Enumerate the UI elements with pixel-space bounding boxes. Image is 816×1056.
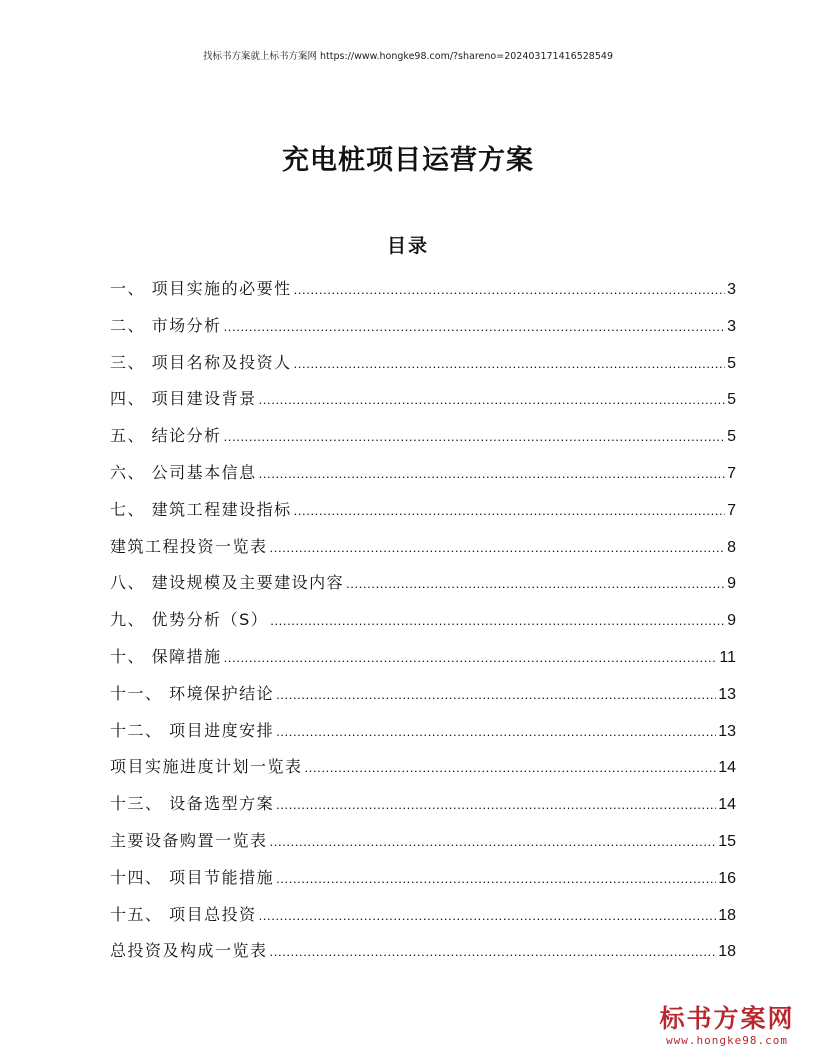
toc-entry-label: 主要设备购置一览表 — [110, 830, 268, 850]
brand-name: 标书方案网 — [659, 1004, 795, 1033]
toc-entry[interactable] — [110, 786, 736, 823]
toc-entry-label: 总投资及构成一览表 — [110, 941, 268, 961]
toc-entry-page: 14 — [718, 759, 736, 777]
toc-entry-label: 八、 建设规模及主要建设内容 — [110, 573, 345, 593]
toc-entry-label: 四、 项目建设背景 — [110, 389, 257, 409]
toc-entry[interactable] — [110, 713, 736, 750]
table-of-contents — [110, 271, 736, 970]
toc-entry[interactable] — [110, 271, 736, 308]
toc-entry[interactable] — [110, 933, 736, 970]
toc-entry-label: 三、 项目名称及投资人 — [110, 352, 292, 372]
document-title: 充电桩项目运营方案 — [282, 145, 534, 176]
toc-entry-page: 5 — [727, 428, 736, 446]
toc-entry-page: 13 — [718, 722, 736, 740]
toc-entry-page: 15 — [718, 832, 736, 850]
toc-entry[interactable] — [110, 565, 736, 602]
toc-entry-page: 7 — [727, 464, 736, 482]
toc-dot-leader — [305, 750, 717, 787]
toc-dot-leader — [276, 714, 716, 751]
toc-dot-leader — [270, 824, 717, 861]
toc-entry-page: 9 — [727, 575, 736, 593]
toc-entry[interactable] — [110, 676, 736, 713]
toc-entry[interactable] — [110, 492, 736, 529]
toc-entry-label: 十一、 环境保护结论 — [110, 683, 275, 703]
toc-entry[interactable] — [110, 455, 736, 492]
toc-dot-leader — [224, 419, 726, 456]
toc-entry-label: 五、 结论分析 — [110, 426, 222, 446]
toc-entry[interactable] — [110, 897, 736, 934]
toc-entry-page: 7 — [727, 501, 736, 519]
toc-entry-page: 3 — [727, 281, 736, 298]
toc-entry-page: 8 — [727, 538, 736, 556]
toc-dot-leader — [346, 566, 725, 603]
toc-entry[interactable] — [110, 639, 736, 676]
toc-dot-leader — [224, 640, 718, 677]
toc-dot-leader — [270, 934, 717, 971]
toc-entry-label: 建筑工程投资一览表 — [110, 536, 268, 556]
toc-entry-page: 5 — [727, 391, 736, 409]
toc-entry-label: 十三、 设备选型方案 — [110, 794, 275, 814]
toc-heading: 目录 — [386, 235, 429, 257]
toc-entry-page: 3 — [727, 317, 736, 335]
toc-entry[interactable] — [110, 308, 736, 345]
toc-entry-page: 18 — [718, 943, 736, 961]
toc-dot-leader — [294, 493, 726, 530]
toc-entry[interactable] — [110, 345, 736, 382]
brand-url: www.hongke98.com — [666, 1034, 788, 1047]
toc-entry-page: 13 — [718, 685, 736, 703]
toc-dot-leader — [294, 272, 726, 309]
toc-entry[interactable] — [110, 529, 736, 566]
toc-entry-label: 项目实施进度计划一览表 — [110, 757, 303, 777]
toc-dot-leader — [276, 861, 716, 898]
toc-entry[interactable] — [110, 602, 736, 639]
toc-dot-leader — [270, 530, 726, 567]
toc-entry-page: 14 — [718, 796, 736, 814]
toc-dot-leader — [276, 677, 716, 714]
toc-entry-label: 一、 项目实施的必要性 — [110, 279, 292, 298]
toc-entry-label: 二、 市场分析 — [110, 315, 222, 335]
toc-entry[interactable] — [110, 860, 736, 897]
toc-entry[interactable] — [110, 823, 736, 860]
toc-dot-leader — [259, 456, 726, 493]
toc-dot-leader — [294, 346, 726, 383]
toc-entry-label: 七、 建筑工程建设指标 — [110, 499, 292, 519]
toc-dot-leader — [224, 309, 726, 346]
toc-entry-page: 9 — [727, 612, 736, 630]
toc-entry[interactable] — [110, 749, 736, 786]
header-url: 找标书方案就上标书方案网 https://www.hongke98.com/?shareno=20240317141652​8549 — [203, 51, 613, 62]
toc-dot-leader — [259, 898, 717, 935]
toc-entry-page: 11 — [719, 648, 736, 666]
brand-watermark — [652, 1004, 802, 1048]
toc-entry-label: 十五、 项目总投资 — [110, 904, 257, 924]
toc-dot-leader — [259, 382, 726, 419]
toc-entry[interactable] — [110, 381, 736, 418]
toc-entry-label: 十四、 项目节能措施 — [110, 867, 275, 887]
toc-entry-label: 九、 优势分析（S） — [110, 610, 269, 630]
toc-entry-page: 16 — [718, 869, 736, 887]
toc-entry-page: 5 — [727, 354, 736, 372]
toc-entry[interactable] — [110, 418, 736, 455]
toc-entry-page: 18 — [718, 906, 736, 924]
toc-entry-label: 十、 保障措施 — [110, 646, 222, 666]
toc-entry-label: 六、 公司基本信息 — [110, 462, 257, 482]
toc-dot-leader — [270, 603, 725, 640]
toc-dot-leader — [276, 787, 716, 824]
toc-entry-label: 十二、 项目进度安排 — [110, 720, 275, 740]
